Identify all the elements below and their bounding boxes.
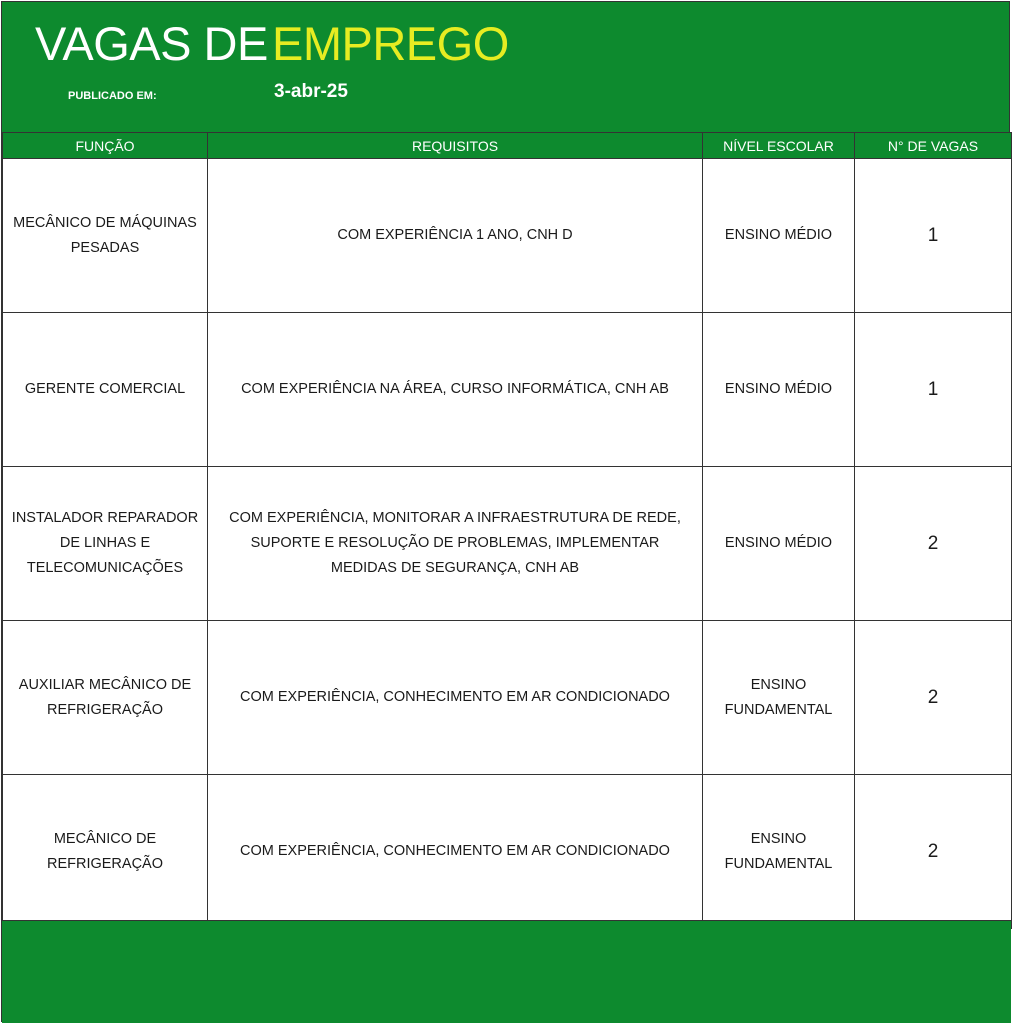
cell-nivel-escolar: ENSINO MÉDIO bbox=[703, 313, 855, 467]
table-row bbox=[3, 159, 1012, 313]
table-row bbox=[3, 313, 1012, 467]
job-sheet bbox=[1, 1, 1010, 1022]
published-date: 3-abr-25 bbox=[274, 81, 348, 102]
table-row bbox=[3, 621, 1012, 775]
cell-funcao: INSTALADOR REPARADOR DE LINHAS E TELECOMUNICAÇÕES bbox=[3, 467, 208, 621]
cell-requisitos: COM EXPERIÊNCIA 1 ANO, CNH D bbox=[208, 159, 703, 313]
cell-requisitos: COM EXPERIÊNCIA, MONITORAR A INFRAESTRUTURA DE REDE, SUPORTE E RESOLUÇÃO DE PROBLEMAS, IMPLEMENTAR MEDIDAS DE SEGURANÇA, CNH AB bbox=[208, 467, 703, 621]
cell-nivel-escolar: ENSINO FUNDAMENTAL bbox=[703, 621, 855, 775]
cell-funcao: MECÂNICO DE REFRIGERAÇÃO bbox=[3, 775, 208, 929]
cell-funcao: GERENTE COMERCIAL bbox=[3, 313, 208, 467]
table-row bbox=[3, 467, 1012, 621]
cell-requisitos: COM EXPERIÊNCIA, CONHECIMENTO EM AR CONDICIONADO bbox=[208, 775, 703, 929]
title-emprego: EMPREGO bbox=[272, 17, 509, 70]
cell-nivel-escolar: ENSINO MÉDIO bbox=[703, 159, 855, 313]
cell-vagas: 1 bbox=[855, 159, 1012, 313]
column-header-funcao: FUNÇÃO bbox=[3, 133, 208, 159]
column-header-nivel-escolar: NÍVEL ESCOLAR bbox=[703, 133, 855, 159]
cell-funcao: MECÂNICO DE MÁQUINAS PESADAS bbox=[3, 159, 208, 313]
header-banner bbox=[2, 2, 1009, 132]
table-header-row bbox=[3, 133, 1012, 159]
column-header-vagas: N° DE VAGAS bbox=[855, 133, 1012, 159]
cell-vagas: 1 bbox=[855, 313, 1012, 467]
cell-vagas: 2 bbox=[855, 775, 1012, 929]
cell-requisitos: COM EXPERIÊNCIA NA ÁREA, CURSO INFORMÁTICA, CNH AB bbox=[208, 313, 703, 467]
cell-nivel-escolar: ENSINO MÉDIO bbox=[703, 467, 855, 621]
cell-vagas: 2 bbox=[855, 621, 1012, 775]
title-vagas-de: VAGAS DE bbox=[35, 17, 268, 70]
cell-funcao: AUXILIAR MECÂNICO DE REFRIGERAÇÃO bbox=[3, 621, 208, 775]
cell-requisitos: COM EXPERIÊNCIA, CONHECIMENTO EM AR CONDICIONADO bbox=[208, 621, 703, 775]
footer-banner bbox=[2, 920, 1011, 1023]
table-row bbox=[3, 775, 1012, 929]
cell-vagas: 2 bbox=[855, 467, 1012, 621]
jobs-table bbox=[2, 132, 1012, 929]
column-header-requisitos: REQUISITOS bbox=[208, 133, 703, 159]
cell-nivel-escolar: ENSINO FUNDAMENTAL bbox=[703, 775, 855, 929]
published-label: PUBLICADO EM: bbox=[68, 90, 157, 102]
